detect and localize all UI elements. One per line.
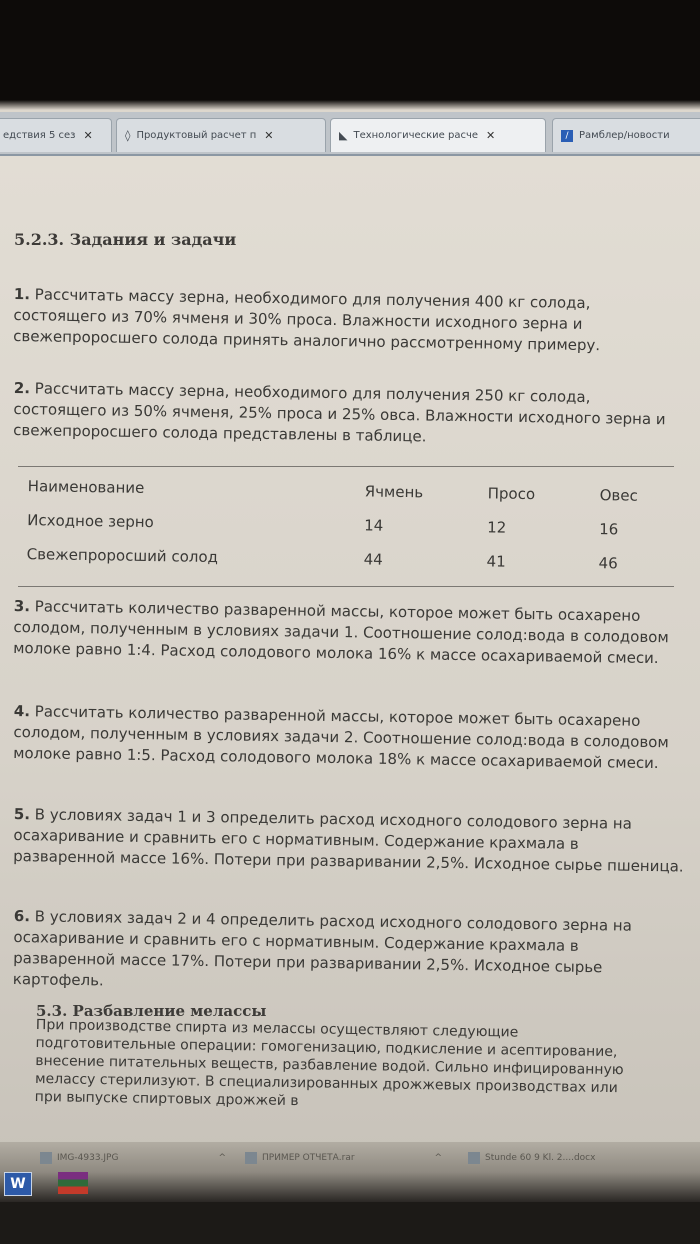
tab-4[interactable] [552,118,700,152]
task-1: 1. Рассчитать массу зерна, необходимого для получения 400 кг солода, состоящего из 70% ячменя и 30% проса. Влажности исходного зерна и свежепроросшего солода принять аналогично рассмотренному примеру. [13,284,601,355]
tab-favicon-icon: ◊ [125,129,131,142]
tab-label: едствия 5 сез [3,130,76,141]
download-item[interactable]: IMG-4933.JPG ^ [40,1152,226,1164]
close-icon[interactable]: ✕ [264,129,274,142]
section-title: 5.2.3. Задания и задачи [14,230,237,249]
table-top-rule [18,466,674,467]
document-icon: ◣ [339,129,348,142]
table-row: Свежепроросший солод 44 41 46 [26,545,618,573]
chevron-up-icon[interactable]: ^ [434,1153,443,1163]
close-icon[interactable]: ✕ [83,129,93,142]
task-2: 2. Рассчитать массу зерна, необходимого для получения 250 кг солода, состоящего из 50% ячменя, 25% проса и 25% овса. Влажности исходного зерна и свежепроросшего солода представлены в таблице. [13,378,666,446]
tab-label: Продуктовый расчет п [136,130,257,141]
docx-icon [468,1152,480,1164]
browser-tab-bar [0,112,700,156]
section2-text: При производстве спирта из мелассы осуществляют следующие подготовительные операции: гомогенизацию, подкисление и асептирование, внесение питательных веществ, разбавление водой. Сильно инфицированную мелассу стерилизуют. В специализированных дрожжевых производствах или при выпуске спиртовых дрожжей в [34,1016,624,1110]
download-item[interactable]: Stunde 60 9 Kl. 2....docx [468,1152,595,1164]
tab-label: Рамблер/новости [579,130,670,141]
table-header-row: Наименование Ячмень Просо Овес [27,477,638,505]
winrar-icon[interactable] [58,1172,88,1194]
word-icon[interactable]: W [4,1172,32,1196]
task-5: 5. В условиях задач 1 и 3 определить расход исходного солодового зерна на осахаривание и сравнить его с нормативным. Содержание крахмала в разваренной массе 16%. Потери при разваривании 2,5%. Исходное сырье пшеница. [13,804,684,876]
task-3: 3. Рассчитать количество разваренной массы, которое может быть осахарено солодом, полученным в условиях задачи 1. Соотношение солод:вода в солодовом молоке равно 1:4. Расход солодового молока 16% к массе осахариваемой смеси. [13,596,669,668]
archive-icon [245,1152,257,1164]
table-bottom-rule [18,586,674,587]
close-icon[interactable]: ✕ [486,129,496,142]
file-icon [40,1152,52,1164]
tab-label: Технологические расче [353,130,479,141]
table-row: Исходное зерно 14 12 16 [27,511,619,539]
document-page [0,156,700,1156]
task-4: 4. Рассчитать количество разваренной массы, которое может быть осахарено солодом, полученным в условиях задачи 2. Соотношение солод:вода в солодовом молоке равно 1:5. Расход солодового молока 18% к массе осахариваемой смеси. [13,701,669,773]
humidity-table [18,471,660,583]
downloads-and-taskbar [0,1142,700,1202]
section2-title: 5.3. Разбавление мелассы [36,1002,267,1020]
download-item[interactable]: ПРИМЕР ОТЧЕТА.rar ^ [245,1152,442,1164]
chevron-up-icon[interactable]: ^ [218,1153,227,1163]
rambler-icon: / [561,130,573,142]
task-6: 6. В условиях задач 2 и 4 определить расход исходного солодового зерна на осахаривание и сравнить его с нормативным. Содержание крахмала в разваренной массе 17%. Потери при разваривании 2,5%. Исходное сырье картофель. [12,906,633,990]
tab-3[interactable] [330,118,546,152]
tab-1[interactable] [0,118,112,152]
tab-2[interactable] [116,118,326,152]
